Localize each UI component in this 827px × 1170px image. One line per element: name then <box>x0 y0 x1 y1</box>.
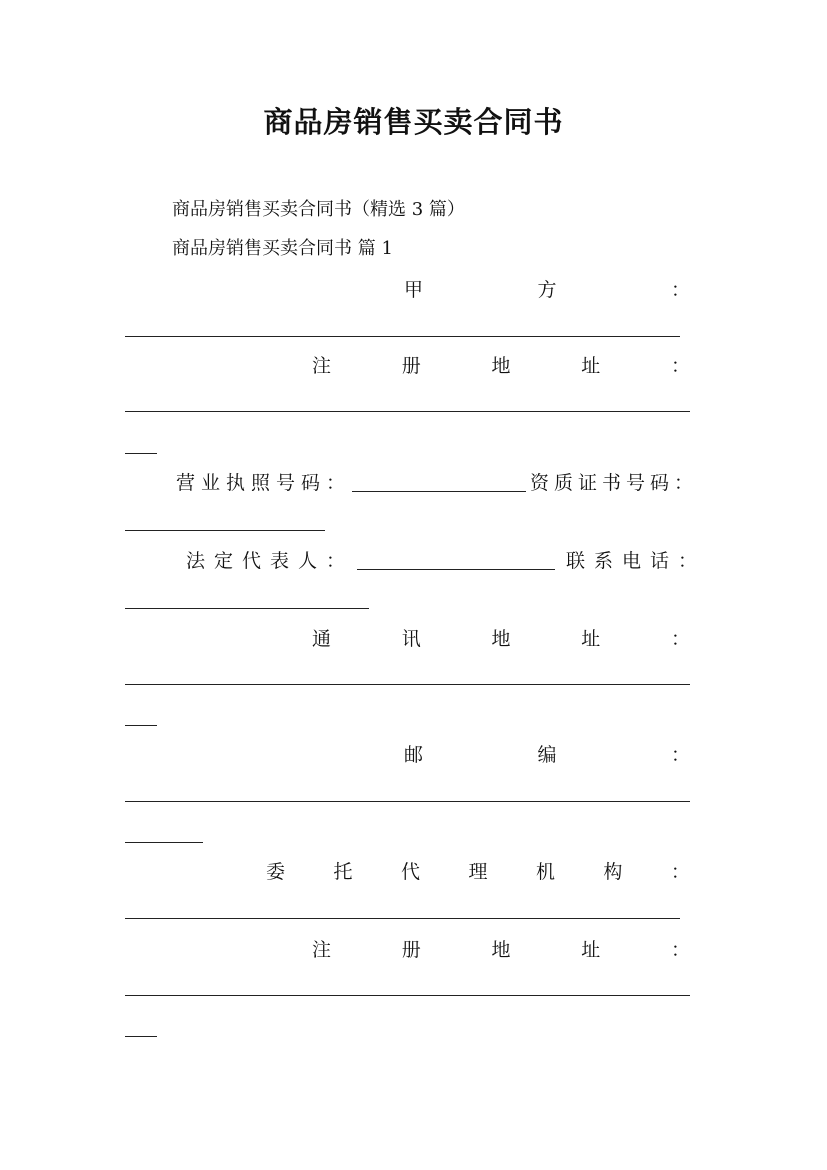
comm-address-blank[interactable] <box>125 684 690 685</box>
document-title: 商品房销售买卖合同书 <box>263 105 564 139</box>
comm-address-label <box>312 627 690 651</box>
char: 注 <box>312 939 332 961</box>
postcode-blank[interactable] <box>125 801 690 802</box>
char: 讯 <box>401 628 421 650</box>
agent-reg-address-blank[interactable] <box>125 995 690 996</box>
char: 托 <box>333 861 353 883</box>
phone-label: 联系电话： <box>566 550 707 572</box>
agent-label <box>266 860 690 884</box>
char: 册 <box>401 355 421 377</box>
char: ： <box>670 279 690 301</box>
char: 通 <box>312 628 332 650</box>
qualification-label: 资质证书号码： <box>530 472 699 494</box>
char: 地 <box>491 628 511 650</box>
char: 址 <box>581 355 601 377</box>
qualification-blank[interactable] <box>125 530 325 531</box>
reg-address-blank[interactable] <box>125 411 690 412</box>
section-heading: 商品房销售买卖合同书 篇 1 <box>172 238 393 259</box>
legal-rep-label: 法定代表人： <box>186 550 355 572</box>
char: 地 <box>491 939 511 961</box>
license-label: 营业执照号码： <box>176 472 352 494</box>
postcode-blank-cont[interactable] <box>125 842 203 843</box>
party-a-label <box>404 278 690 302</box>
char: 册 <box>401 939 421 961</box>
char: 代 <box>400 861 420 883</box>
char: 地 <box>491 355 511 377</box>
char: 甲 <box>404 279 424 301</box>
char: 方 <box>537 279 557 301</box>
postcode-label <box>404 743 690 767</box>
char: ： <box>670 744 690 766</box>
char: 编 <box>537 744 557 766</box>
char: ： <box>670 628 690 650</box>
reg-address-label <box>312 354 690 378</box>
agent-reg-address-label <box>312 938 690 962</box>
subtitle: 商品房销售买卖合同书（精选 3 篇） <box>172 199 465 220</box>
char: 理 <box>468 861 488 883</box>
agent-reg-address-blank-cont[interactable] <box>125 1036 157 1037</box>
char: 址 <box>581 628 601 650</box>
char: ： <box>670 355 690 377</box>
legal-rep-blank[interactable] <box>357 569 555 570</box>
char: 委 <box>266 861 286 883</box>
char: 机 <box>535 861 555 883</box>
phone-blank[interactable] <box>125 608 369 609</box>
char: 构 <box>603 861 623 883</box>
agent-blank[interactable] <box>125 918 680 919</box>
party-a-blank[interactable] <box>125 336 680 337</box>
char: ： <box>670 861 690 883</box>
char: 址 <box>581 939 601 961</box>
license-blank[interactable] <box>352 491 526 492</box>
char: 注 <box>312 355 332 377</box>
char: 邮 <box>404 744 424 766</box>
char: ： <box>670 939 690 961</box>
reg-address-blank-cont[interactable] <box>125 453 157 454</box>
comm-address-blank-cont[interactable] <box>125 725 157 726</box>
